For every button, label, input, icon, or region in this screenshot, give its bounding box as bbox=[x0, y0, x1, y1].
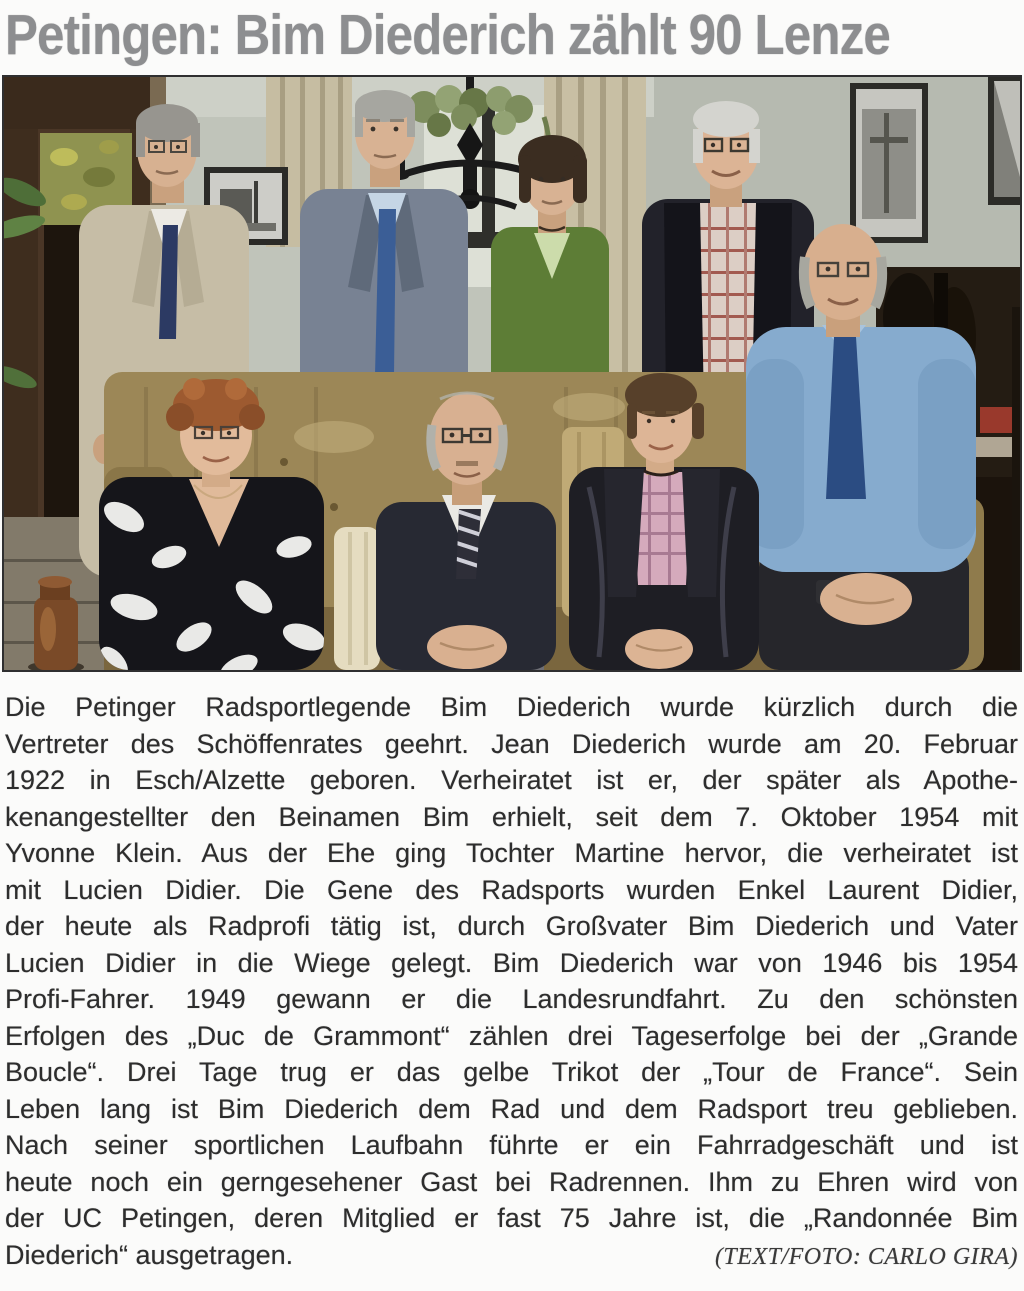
group-photo-illustration bbox=[4, 77, 1020, 670]
article-line: Nach seiner sportlichen Laufbahn führte er ein Fahrradgeschäft und ist bbox=[5, 1130, 1018, 1160]
article-line: Leben lang ist Bim Diederich dem Rad und dem Radsport treu geblieben. bbox=[5, 1093, 1018, 1124]
headline bbox=[5, 2, 1024, 67]
photo-credit: (TEXT/FOTO: CARLO GIRA) bbox=[714, 1243, 1018, 1270]
article-line-end: Diederich“ ausgetragen. bbox=[5, 1239, 294, 1270]
article-line: 1922 in Esch/Alzette geboren. Verheiratet ist er, der später als Apothe- bbox=[5, 765, 1018, 795]
article-line: kenangestellter den Beinamen Bim erhielt, seit dem 7. Oktober 1954 mit bbox=[5, 801, 1018, 832]
article-line: Yvonne Klein. Aus der Ehe ging Tochter Martine hervor, die verheiratet ist bbox=[5, 838, 1018, 868]
article-line: Vertreter des Schöffenrates geehrt. Jean Diederich wurde am 20. Februar bbox=[5, 728, 1018, 759]
article-line: Profi-Fahrer. 1949 gewann er die Landesrundfahrt. Zu den schönsten bbox=[5, 984, 1018, 1014]
article-line: mit Lucien Didier. Die Gene des Radsports wurden Enkel Laurent Didier, bbox=[5, 874, 1018, 905]
headline-text: Petingen: Bim Diederich zählt 90 Lenze bbox=[5, 3, 890, 67]
article-body bbox=[5, 689, 1018, 1273]
article-line: der UC Petingen, deren Mitglied er fast 75 Jahre ist, die „Randonnée Bim bbox=[5, 1203, 1018, 1233]
article-line: der heute als Radprofi tätig ist, durch Großvater Bim Diederich und Vater bbox=[5, 911, 1018, 941]
article-line: Lucien Didier in die Wiege gelegt. Bim Diederich war von 1946 bis 1954 bbox=[5, 947, 1018, 978]
article-line: Erfolgen des „Duc de Grammont“ zählen drei Tageserfolge bei der „Grande bbox=[5, 1020, 1018, 1051]
article-line: Boucle“. Drei Tage trug er das gelbe Trikot der „Tour de France“. Sein bbox=[5, 1057, 1018, 1087]
article-line: heute noch ein gerngesehener Gast bei Radrennen. Ihm zu Ehren wird von bbox=[5, 1166, 1018, 1197]
article-line: Die Petinger Radsportlegende Bim Diederich wurde kürzlich durch die bbox=[5, 692, 1018, 722]
article-last-line bbox=[5, 1237, 1018, 1274]
article-photo bbox=[2, 75, 1022, 672]
